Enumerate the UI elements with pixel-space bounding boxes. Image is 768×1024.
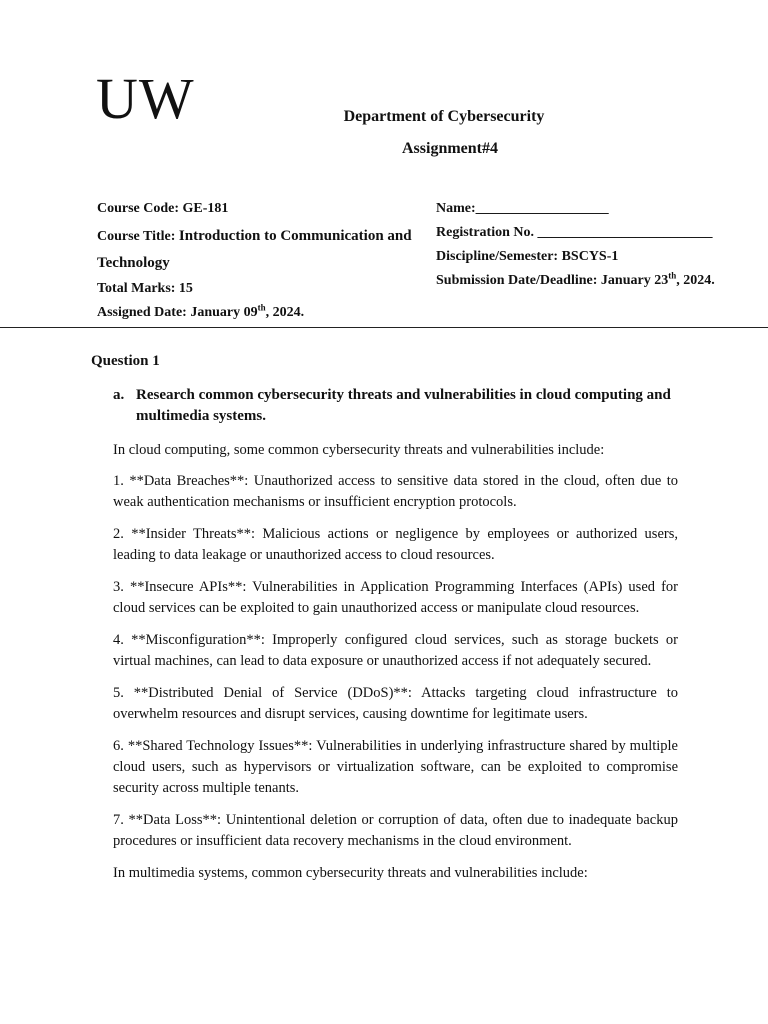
assigned-date-suffix: , 2024. — [265, 305, 305, 320]
paragraph: 3. **Insecure APIs**: Vulnerabilities in Application Programming Interfaces (APIs) used for cloud services can be exploited to gain unauthorized access or manipulate cloud resources. — [113, 579, 678, 616]
department-title: Department of Cybersecurity — [343, 108, 545, 125]
header-divider — [0, 327, 768, 328]
deadline-sup: th — [668, 270, 677, 281]
paragraph: In cloud computing, some common cybersecurity threats and vulnerabilities include: — [113, 442, 605, 458]
student-info — [436, 199, 756, 295]
deadline-suffix: , 2024. — [676, 273, 715, 288]
part-text: Research common cybersecurity threats and vulnerabilities in cloud computing and multimedia systems. — [136, 387, 671, 424]
part-label: a. — [113, 387, 125, 403]
course-title-value: Introduction to Communication and — [178, 228, 412, 244]
name-field: Name:___________________ — [436, 201, 609, 216]
assigned-date — [97, 303, 427, 323]
paragraph: 2. **Insider Threats**: Malicious actions or negligence by employees or authorized users, leading to data leakage or unauthorized access to cloud resources. — [113, 526, 678, 563]
course-info — [97, 199, 427, 323]
question-part-a — [113, 385, 678, 427]
registration-field: Registration No. _________________________ — [436, 225, 713, 240]
assigned-date-text: Assigned Date: January 09 — [97, 305, 258, 320]
question-title: Question 1 — [91, 353, 160, 369]
paragraph: 4. **Misconfiguration**: Improperly configured cloud services, such as storage buckets or virtual machines, can lead to data exposure or unauthorized access if not adequately secured. — [113, 632, 678, 669]
course-title-label: Course Title: — [97, 229, 179, 244]
assigned-date-sup: th — [257, 302, 266, 313]
university-logo: UW — [96, 66, 195, 131]
deadline-text: Submission Date/Deadline: January 23 — [436, 273, 669, 288]
discipline-field: Discipline/Semester: BSCYS-1 — [436, 249, 619, 264]
paragraph: In multimedia systems, common cybersecurity threats and vulnerabilities include: — [113, 865, 588, 881]
deadline-field — [436, 271, 756, 295]
paragraph: 1. **Data Breaches**: Unauthorized access to sensitive data stored in the cloud, often due to weak authentication mechanisms or insufficient encryption protocols. — [113, 473, 678, 510]
assignment-title: Assignment#4 — [401, 140, 498, 157]
course-title — [97, 223, 427, 277]
answer-body — [113, 440, 678, 895]
paragraph: 5. **Distributed Denial of Service (DDoS)**: Attacks targeting cloud infrastructure to overwhelm resources and disrupt services, causing downtime for legitimate users. — [113, 685, 678, 722]
total-marks: Total Marks: 15 — [97, 281, 193, 296]
course-title-value-line2: Technology — [97, 255, 170, 271]
paragraph: 6. **Shared Technology Issues**: Vulnerabilities in underlying infrastructure shared by multiple cloud users, such as hypervisors or virtualization software, can be exploited to compromise security across multiple tenants. — [113, 738, 678, 796]
paragraph: 7. **Data Loss**: Unintentional deletion or corruption of data, often due to inadequate backup procedures or insufficient data recovery mechanisms in the cloud environment. — [113, 812, 678, 849]
course-code: Course Code: GE-181 — [97, 201, 229, 216]
